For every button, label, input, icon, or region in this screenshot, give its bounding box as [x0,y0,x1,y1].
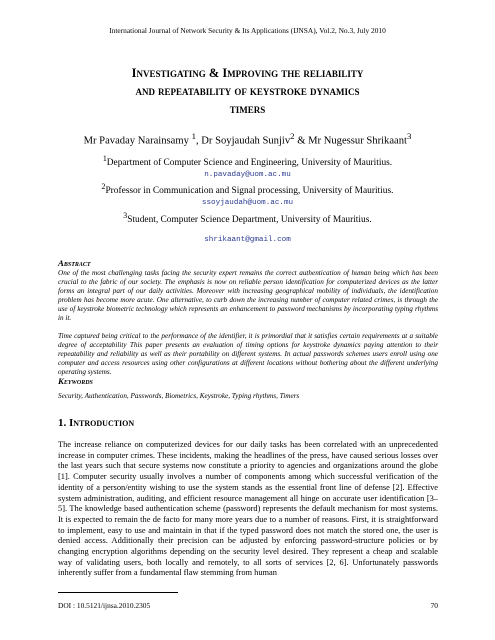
abstract-body [58,269,438,386]
affiliation-sup: 1 [102,154,107,163]
paper-title [40,64,455,118]
title-line-2: and repeatability of keystroke dynamics [135,84,360,98]
abstract-paragraph-1: One of the most challenging tasks facing the security expert remains the correct authentication of human being which has been crucial to the fabric of our society. The emphasis is now on reliable person identification for computerized devices as the latter forms an integral part of our daily activities. Moreover with increasing geographical mobility of individuals, the identification problem has become more acute. One alternative, to curb down the increasing number of computer related crimes, is through the use of keystroke biometric technology which represents an enhancement to password mechanisms by incorporating typing rhythms in it. [58,269,438,322]
title-line-1: Investigating & Improving the reliability [131,66,364,80]
running-head: International Journal of Network Security & Its Applications (IJNSA), Vol.2, No.3, July 2010 [109,26,386,35]
affiliation-text: Department of Computer Science and Engineering, University of Mauritius. [106,158,393,169]
affiliation-1 [40,153,455,170]
footer-divider [58,592,178,593]
abstract-heading: Abstract [58,258,91,268]
footer [58,601,438,610]
abstract-paragraph-2: Time captured being critical to the performance of the identifier, it is primordial that it satisfies certain requirements at a suitable degree of acceptability This paper presents an evaluation of timing options for keystroke dynamics paying attention to their repeatability and reliability as well as their portability on different systems. In actual passwords schemes users enroll using one computer and access resources using other configurations at different locations without bothering about the different underlying operating systems. [58,332,438,376]
spacer [40,226,455,235]
author-2: Dr Soyjaudah Sunjiv [201,135,291,147]
email-link[interactable]: ssoyjaudah@uom.ac.mu [201,199,294,208]
keywords-heading: Keywords [58,376,93,386]
affiliations [40,153,455,247]
author-3: Mr Nugessur Shrikaant [308,135,407,147]
affiliation-text: Student, Computer Science Department, University of Mauritius. [127,214,372,225]
affiliation-2 [40,181,455,198]
author-list [0,131,495,147]
introduction-body: The increase reliance on computerized devices for our daily tasks has been correlated with an unprecedented increase in computer crimes. These incidents, making the headlines of the press, have caused serious losses over the last years such that secure systems now constitute a priority to agencies and organizations around the globe [1]. Computer security usually involves a number of components among which successful verification of the identity of a person/entity wishing to use the system stands as the essential front line of defense [2]. Effective system administration, auditing, and efficient resource management all hinge on accurate user identification [3–5]. The knowledge based authentication scheme (password) represents the default mechanism for most systems. It is expected to remain the de facto for many more years due to a number of reasons. First, it is straightforward to implement, easy to use and maintain in that if the typed password does not match the stored one, the user is denied access. Additionally their precision can be adjusted by enforcing password-structure policies or by changing encryption algorithms depending on the security level desired. They represent a cheap and scalable way of validating users, both locally and remotely, to all sorts of services [2, 6]. Unfortunately passwords inherently suffer from a fundamental flaw stemming from human [58,440,438,578]
author-3-sup: 3 [407,131,412,141]
email-link[interactable]: shrikaant@gmail.com [204,236,291,245]
page-number: 70 [430,601,438,610]
author-separator: , [195,135,202,147]
title-line-3: timers [229,102,266,116]
section-heading: 1. Introduction [58,417,135,429]
author-1-sup: 1 [191,131,196,141]
doi-text: DOI : 10.5121/ijnsa.2010.2305 [58,601,151,610]
affiliation-3 [40,210,455,227]
affiliation-sup: 2 [101,182,106,192]
author-1: Mr Pavaday Narainsamy [83,135,189,147]
keywords-text: Security, Authentication, Passwords, Biometrics, Keystroke, Typing rhythms, Timers [58,392,300,400]
author-separator: & [294,135,309,147]
affiliation-text: Professor in Communication and Signal processing, University of Mauritius. [105,186,394,197]
affiliation-sup: 3 [123,210,128,220]
author-2-sup: 2 [290,131,295,141]
email-link[interactable]: n.pavaday@uom.ac.mu [204,170,291,179]
